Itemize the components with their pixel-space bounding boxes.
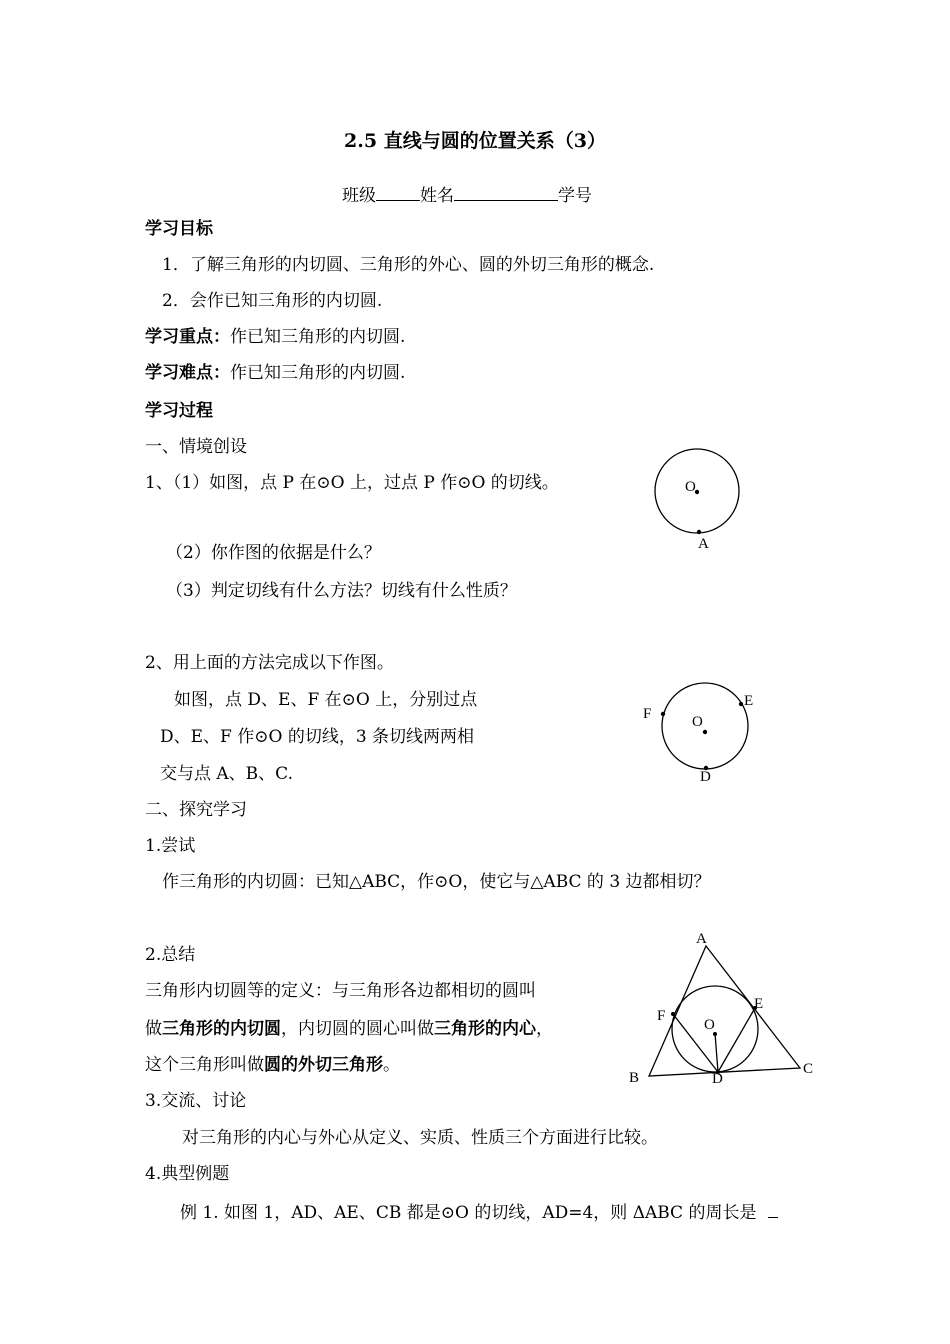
section1-heading: 一、情境创设 <box>145 437 247 457</box>
figure-circle-1 <box>640 440 760 560</box>
difficulty-label: 学习难点： <box>145 363 230 383</box>
term-incenter: 三角形的内心 <box>434 1019 536 1039</box>
key-point-text: 作已知三角形的内切圆. <box>230 327 406 347</box>
example-text <box>180 1199 778 1224</box>
example-1: 例 1. 如图 1，AD、AE、CB 都是⊙O 的切线，AD=4，则 ΔABC 的周长是 <box>180 1203 757 1223</box>
label-f: F <box>657 1008 666 1024</box>
summary-line1: 三角形内切圆等的定义：与三角形各边都相切的圆叫 <box>145 981 536 1001</box>
id-label: 学号 <box>558 186 592 206</box>
segment-ed <box>718 1008 755 1072</box>
label-o: O <box>704 1017 715 1033</box>
point-a <box>697 530 701 534</box>
summary-line2 <box>145 1018 553 1040</box>
figure-incircle-triangle <box>620 925 825 1090</box>
section2-heading: 二、探究学习 <box>145 800 247 820</box>
term-circumscribed-triangle: 圆的外切三角形 <box>264 1055 383 1075</box>
question-1-2: （2）你作图的依据是什么？ <box>166 543 381 563</box>
objectives-heading: 学习目标 <box>145 219 213 239</box>
difficulty-text: 作已知三角形的内切圆. <box>230 363 406 383</box>
label-e: E <box>744 693 754 709</box>
question-1: 1、（1）如图，点 P 在⊙O 上，过点 P 作⊙O 的切线。 <box>145 473 559 493</box>
try-heading: 1.尝试 <box>145 836 196 856</box>
label-d: D <box>700 769 711 785</box>
question-1-3: （3）判定切线有什么方法？切线有什么性质？ <box>166 581 517 601</box>
question-2-line2: D、E、F 作⊙O 的切线，3 条切线两两相 <box>160 727 475 747</box>
label-a: A <box>696 931 707 947</box>
point-f <box>661 712 665 716</box>
student-info <box>342 182 592 207</box>
answer-blank[interactable] <box>768 1199 778 1218</box>
label-o: O <box>692 714 703 730</box>
summary-text: 做 <box>145 1019 162 1039</box>
class-blank[interactable] <box>376 182 420 201</box>
summary-heading: 2.总结 <box>145 945 196 965</box>
label-e: E <box>754 996 764 1012</box>
question-2-line3: 交与点 A、B、C. <box>160 764 293 784</box>
discuss-text: 对三角形的内心与外心从定义、实质、性质三个方面进行比较。 <box>182 1128 658 1148</box>
circle-o <box>662 683 748 769</box>
center-point <box>703 730 707 734</box>
question-2-line1: 如图，点 D、E、F 在⊙O 上，分别过点 <box>174 690 478 710</box>
name-label: 姓名 <box>420 186 454 206</box>
label-a: A <box>698 536 709 552</box>
example-heading: 4.典型例题 <box>145 1164 230 1184</box>
process-heading: 学习过程 <box>145 401 213 421</box>
key-point <box>145 326 405 348</box>
segment-od <box>715 1033 718 1072</box>
point-f <box>671 1012 675 1016</box>
label-o: O <box>685 479 696 495</box>
objective-item: 1．了解三角形的内切圆、三角形的外心、圆的外切三角形的概念. <box>162 255 655 275</box>
objective-item: 2．会作已知三角形的内切圆. <box>162 291 383 311</box>
page-title: 2.5 直线与圆的位置关系（3） <box>344 130 606 152</box>
label-d: D <box>712 1071 723 1087</box>
label-b: B <box>629 1070 640 1086</box>
triangle-abc <box>649 946 800 1076</box>
name-blank[interactable] <box>454 182 558 201</box>
discuss-heading: 3.交流、讨论 <box>145 1091 247 1111</box>
term-incircle: 三角形的内切圆 <box>162 1019 281 1039</box>
summary-text: ，内切圆的圆心叫做 <box>281 1019 434 1039</box>
key-point-label: 学习重点： <box>145 327 230 347</box>
question-2: 2、用上面的方法完成以下作图。 <box>145 653 394 673</box>
class-label: 班级 <box>342 186 376 206</box>
summary-line3 <box>145 1054 400 1076</box>
summary-text: ， <box>536 1019 553 1039</box>
try-text: 作三角形的内切圆：已知△ABC，作⊙O，使它与△ABC 的 3 边都相切？ <box>162 872 711 892</box>
label-c: C <box>803 1061 814 1077</box>
figure-circle-2 <box>635 675 775 790</box>
label-f: F <box>643 706 652 722</box>
difficulty <box>145 362 405 384</box>
point-e <box>739 702 743 706</box>
summary-text: 这个三角形叫做 <box>145 1055 264 1075</box>
summary-text: 。 <box>383 1055 400 1075</box>
